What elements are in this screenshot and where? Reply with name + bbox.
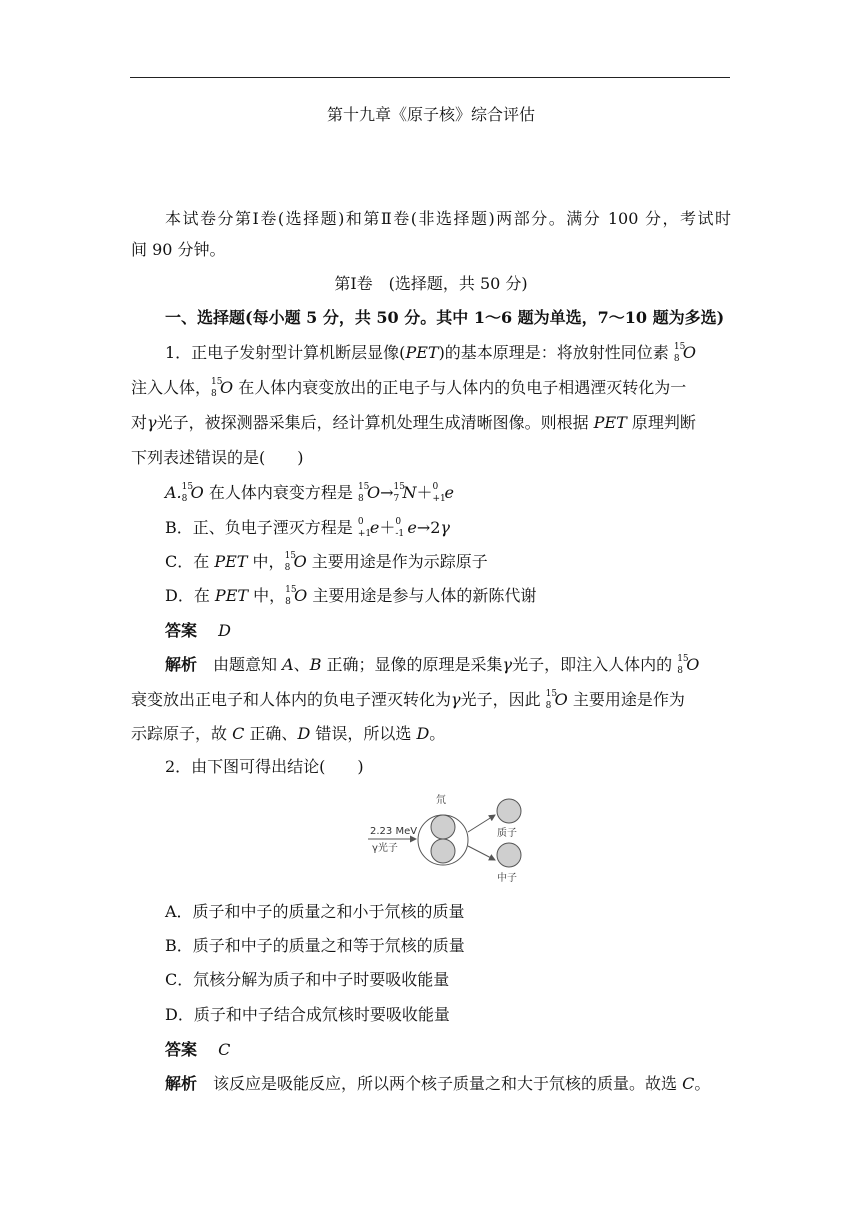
q1-option-d: D．在 PET 中， 15 8 O 主要用途是参与人体的新陈代谢 [165, 585, 537, 607]
section-heading: 一、选择题(每小题 5 分，共 50 分。其中 1～6 题为单选，7～10 题为多选) [165, 308, 725, 327]
q1-stem-line-3: 对γ光子，被探测器采集后，经计算机处理生成清晰图像。则根据 PET 原理判断 [131, 413, 696, 432]
neutron-circle [497, 843, 521, 867]
deuteron-diagram [364, 790, 534, 886]
q2-stem: 2．由下图可得出结论( ) [165, 757, 364, 776]
q2-option-a: A．质子和中子的质量之和小于氘核的质量 [165, 902, 465, 921]
intro-line-1: 本试卷分第Ⅰ卷(选择题)和第Ⅱ卷(非选择题)两部分。满分 100 分，考试时 [165, 209, 731, 228]
deuteron-nucleon-bottom [431, 839, 455, 863]
q1-explanation-line-1: 解析 由题意知 A、B 正确；显像的原理是采集γ光子，即注入人体内的 15 8 O [165, 654, 700, 676]
q2-option-b: B．质子和中子的质量之和等于氘核的质量 [165, 936, 465, 955]
q2-option-c: C．氘核分解为质子和中子时要吸收能量 [165, 970, 450, 989]
q1-stem-line-2: 注入人体， 15 8 O 在人体内衰变放出的正电子与人体内的负电子相遇湮灭转化为一 [131, 377, 687, 399]
q1-option-a: A. 15 8 O 在人体内衰变方程是 15 8 O→ 15 7 N＋ 0 +1 e [165, 482, 454, 504]
q2-explanation: 解析 该反应是吸能反应，所以两个核子质量之和大于氘核的质量。故选 C。 [165, 1074, 711, 1093]
q1-stem-line-4: 下列表述错误的是( ) [131, 448, 304, 467]
q1-answer: 答案 D [165, 621, 231, 640]
deuteron-diagram-svg [364, 790, 534, 886]
q2-answer: 答案 C [165, 1040, 231, 1059]
intro-line-2: 间 90 分钟。 [131, 240, 226, 259]
neutron-label: 中子 [497, 873, 517, 884]
q1-explanation-line-2: 衰变放出正电子和人体内的负电子湮灭转化为γ光子，因此 15 8 O 主要用途是作为 [131, 689, 685, 711]
q2-option-d: D．质子和中子结合成氘核时要吸收能量 [165, 1005, 450, 1024]
proton-label: 质子 [497, 828, 517, 839]
q1-option-c: C．在 PET 中， 15 8 O 主要用途是作为示踪原子 [165, 551, 488, 573]
deuteron-nucleon-top [431, 815, 455, 839]
section-title: 第Ⅰ卷 (选择题，共 50 分) [334, 274, 528, 293]
neutron-arrow [468, 846, 495, 860]
q1-explanation-line-3: 示踪原子，故 C 正确、D 错误，所以选 D。 [131, 724, 446, 743]
q1-option-b: B．正、负电子湮灭方程是 0 +1 e＋ 0 -1 e→2γ [165, 517, 450, 539]
isotope-O15: 15 8 [673, 342, 686, 364]
deuteron-label: 氘 [436, 795, 446, 806]
photon-label: γ光子 [372, 843, 398, 854]
page-title: 第十九章《原子核》综合评估 [326, 105, 535, 124]
proton-arrow [468, 815, 495, 832]
energy-label: 2.23 MeV [370, 826, 418, 837]
header-rule [130, 77, 730, 78]
q1-stem-line-1: 1．正电子发射型计算机断层显像(PET)的基本原理是：将放射性同位素 15 8 O [165, 342, 697, 364]
proton-circle [497, 799, 521, 823]
